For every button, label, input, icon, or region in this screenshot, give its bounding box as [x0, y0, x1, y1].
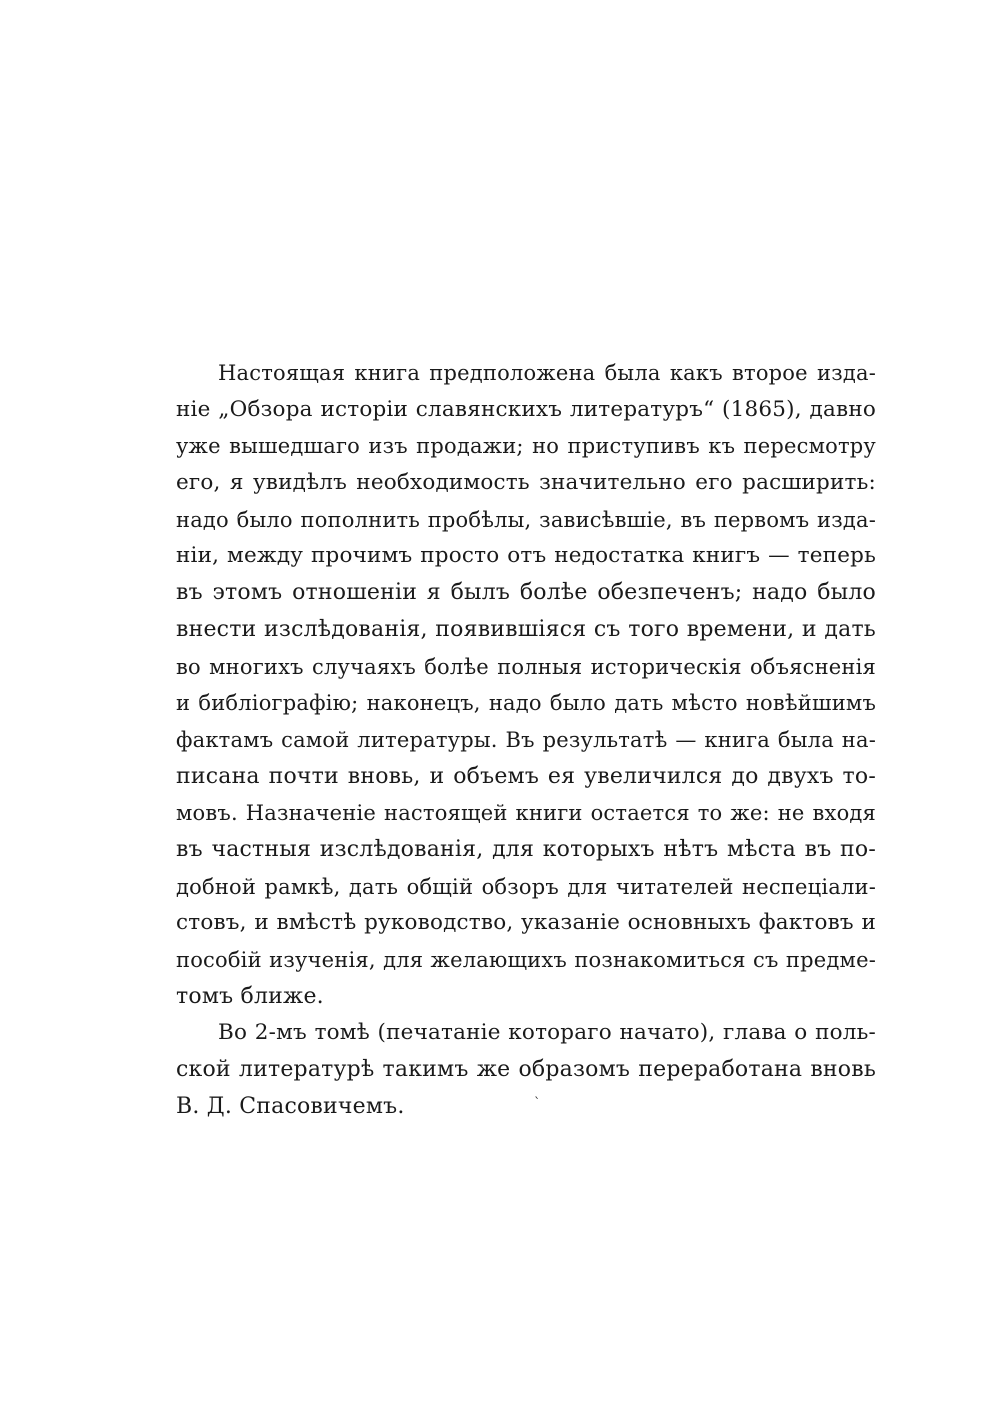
text-line: писана почти вновь, и объемъ ея увеличился до двухъ то-: [176, 763, 876, 789]
text-line: и библіографію; наконецъ, надо было дать мѣсто новѣйшимъ: [176, 691, 876, 716]
text-line: ніи, между прочимъ просто отъ недостатка книгъ — теперь: [176, 543, 876, 569]
paragraph-volume-note: [176, 1015, 876, 1125]
text-line: фактамъ самой литературы. Въ результатѣ — книга была на-: [176, 727, 876, 752]
stray-ink-mark: ˋ: [534, 1096, 541, 1111]
text-line: томъ ближе.: [176, 983, 324, 1009]
text-line: добной рамкѣ, дать общій обзоръ для читателей неспеціали-: [176, 874, 876, 899]
text-line: пособій изученія, для желающихъ познакомиться съ предме-: [176, 948, 876, 972]
text-line: въ этомъ отношеніи я былъ болѣе обезпеченъ; надо было: [176, 580, 876, 606]
text-line: во многихъ случаяхъ болѣе полныя историческія объясненія: [176, 654, 876, 679]
text-line: ніе „Обзора исторіи славянскихъ литературъ“ (1865), давно: [176, 396, 876, 422]
text-line: ской литературѣ такимъ же образомъ переработана вновь: [176, 1057, 876, 1083]
text-line: въ частныя изслѣдованія, для которыхъ нѣтъ мѣста въ по-: [176, 836, 876, 862]
text-line: надо было пополнить пробѣлы, зависѣвшіе, въ первомъ изда-: [176, 507, 876, 532]
text-line: уже вышедшаго изъ продажи; но приступивъ къ пересмотру: [176, 434, 876, 459]
text-line: В. Д. Спасовичемъ.: [176, 1093, 405, 1119]
text-line: Настоящая книга предположена была какъ второе изда-: [218, 361, 876, 385]
text-line: его, я увидѣлъ необходимость значительно его расширить:: [176, 470, 876, 496]
text-line: мовъ. Назначеніе настоящей книги остается то же: не входя: [176, 801, 876, 826]
text-line: стовъ, и вмѣстѣ руководство, указаніе основныхъ фактовъ и: [176, 910, 876, 936]
text-line: внести изслѣдованія, появившіяся съ того времени, и дать: [176, 616, 876, 642]
paragraph-preface: [176, 355, 876, 1015]
text-line: Во 2-мъ томѣ (печатаніе котораго начато), глава о поль-: [218, 1020, 876, 1046]
text-block: [176, 355, 876, 1125]
